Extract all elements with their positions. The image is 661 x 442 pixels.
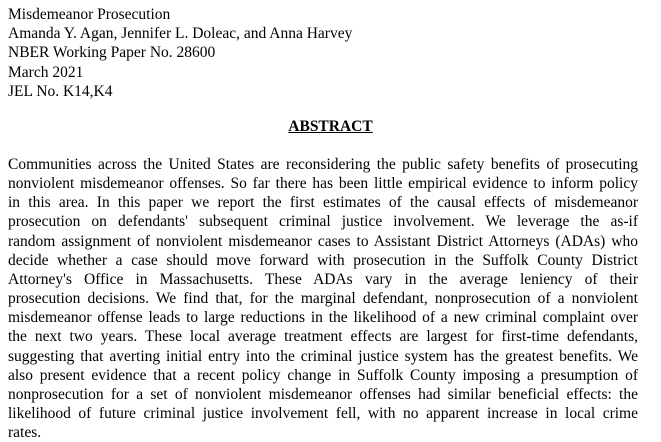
paper-date: March 2021 xyxy=(8,63,84,81)
abstract-line: prosecution decisions. We find that, for the marginal defendant, nonprosecution of a nonviolent xyxy=(8,290,638,308)
abstract-line: rates. xyxy=(8,424,42,442)
abstract-line: also present evidence that a recent policy change in Suffolk County imposing a presumption of xyxy=(8,366,638,384)
paper-authors: Amanda Y. Agan, Jennifer L. Doleac, and Anna Harvey xyxy=(8,25,353,43)
paper-jel-codes: JEL No. K14,K4 xyxy=(8,82,113,100)
abstract-line: in this area. In this paper we report the first estimates of the causal effects of misdemeanor xyxy=(8,194,638,212)
paper-title: Misdemeanor Prosecution xyxy=(8,6,171,23)
abstract-line: suggesting that averting initial entry into the criminal justice system has the greatest benefits. We xyxy=(8,347,638,365)
abstract-line: Communities across the United States are reconsidering the public safety benefits of prosecuting xyxy=(8,156,638,173)
abstract-line: misdemeanor offense leads to large reductions in the likelihood of a new criminal complaint over xyxy=(8,309,638,327)
abstract-line: nonprosecution for a set of nonviolent misdemeanor offenses had similar beneficial effects: the xyxy=(8,385,638,403)
abstract-line: random assignment of nonviolent misdemeanor cases to Assistant District Attorneys (ADAs) who xyxy=(8,232,638,250)
abstract-line: Attorney's Office in Massachusetts. These ADAs vary in the average leniency of their xyxy=(8,270,638,288)
abstract-line: prosecution on defendants' subsequent criminal justice involvement. We leverage the as-if xyxy=(8,213,638,231)
paper-series: NBER Working Paper No. 28600 xyxy=(8,44,216,62)
abstract-heading: ABSTRACT xyxy=(288,118,373,135)
paper-metadata xyxy=(8,5,648,101)
abstract-body xyxy=(8,155,638,442)
abstract-line: nonviolent misdemeanor offenses. So far there has been little empirical evidence to inform policy xyxy=(8,175,638,193)
abstract-line: likelihood of future criminal justice involvement fell, with no apparent increase in local crime xyxy=(8,405,638,423)
abstract-line: the next two years. These local average treatment effects are largest for first-time defendants, xyxy=(8,328,638,346)
abstract-line: decide whether a case should move forward with prosecution in the Suffolk County District xyxy=(8,251,638,269)
